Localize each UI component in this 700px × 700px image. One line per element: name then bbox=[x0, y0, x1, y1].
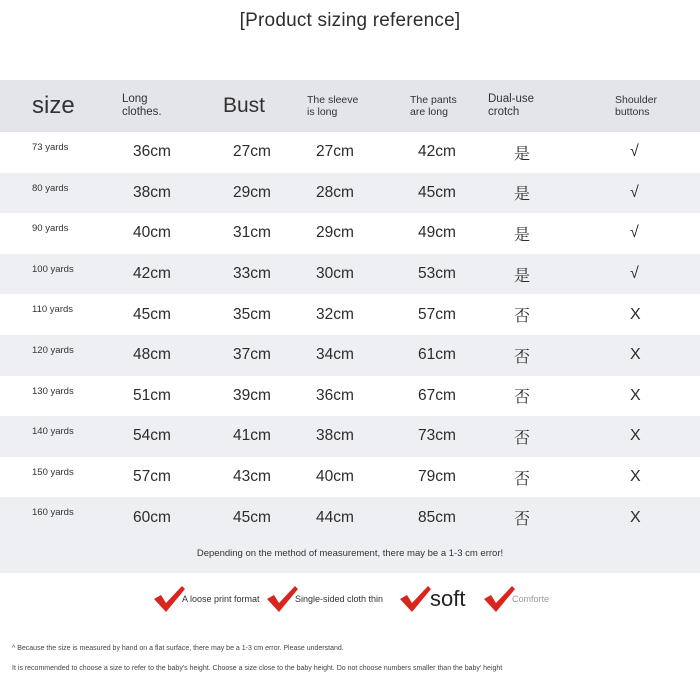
shoulder-buttons-cell: √ bbox=[630, 224, 639, 242]
header-pants: The pants are long bbox=[410, 93, 457, 118]
sleeve-length-cell: 44cm bbox=[316, 508, 354, 526]
red-check-icon bbox=[398, 584, 432, 614]
bust-cell: 27cm bbox=[233, 143, 271, 161]
dual-use-crotch-cell: 否 bbox=[514, 470, 531, 488]
footnote-size-advice: It is recommended to choose a size to refer to the baby's height. Choose a size close to the baby height. Do not choose numbers smaller than the baby' height bbox=[12, 665, 503, 672]
feature-label: Comforte bbox=[512, 594, 550, 604]
shoulder-buttons-cell: √ bbox=[630, 265, 639, 283]
sleeve-length-cell: 34cm bbox=[316, 346, 354, 364]
shoulder-buttons-cell: √ bbox=[630, 143, 639, 161]
feature-comfort bbox=[482, 584, 549, 614]
long-clothes-cell: 40cm bbox=[133, 224, 171, 242]
long-clothes-cell: 38cm bbox=[133, 183, 171, 201]
pants-length-cell: 61cm bbox=[418, 346, 456, 364]
long-clothes-cell: 60cm bbox=[133, 508, 171, 526]
feature-label: Single-sided cloth thin bbox=[295, 594, 384, 604]
dual-use-crotch-cell: 是 bbox=[514, 226, 531, 244]
feature-loose-print bbox=[152, 584, 260, 614]
table-row bbox=[0, 457, 700, 498]
measurement-note: Depending on the method of measurement, there may be a 1-3 cm error! bbox=[0, 533, 700, 573]
feature-badges bbox=[0, 580, 700, 622]
table-row bbox=[0, 416, 700, 457]
shoulder-buttons-cell: X bbox=[630, 427, 641, 445]
table-row bbox=[0, 294, 700, 335]
size-cell: 80 yards bbox=[32, 182, 69, 194]
footnote-measurement: ^ Because the size is measured by hand on a flat surface, there may be a 1-3 cm error. Please understand. bbox=[12, 645, 344, 652]
dual-use-crotch-cell: 否 bbox=[514, 348, 531, 366]
header-sleeve: The sleeve is long bbox=[307, 93, 359, 118]
bust-cell: 31cm bbox=[233, 224, 271, 242]
pants-length-cell: 73cm bbox=[418, 427, 456, 445]
size-cell: 160 yards bbox=[32, 507, 74, 519]
shoulder-buttons-cell: X bbox=[630, 508, 641, 526]
pants-length-cell: 57cm bbox=[418, 305, 456, 323]
table-row bbox=[0, 497, 700, 538]
shoulder-buttons-cell: √ bbox=[630, 183, 639, 201]
sleeve-length-cell: 30cm bbox=[316, 265, 354, 283]
page-title: [Product sizing reference] bbox=[239, 10, 461, 31]
header-bust: Bust bbox=[223, 94, 266, 117]
pants-length-cell: 53cm bbox=[418, 265, 456, 283]
sleeve-length-cell: 32cm bbox=[316, 305, 354, 323]
size-cell: 73 yards bbox=[32, 142, 69, 153]
table-row bbox=[0, 335, 700, 376]
shoulder-buttons-cell: X bbox=[630, 468, 641, 486]
dual-use-crotch-cell: 否 bbox=[514, 308, 531, 326]
size-chart-table bbox=[0, 80, 700, 538]
size-cell: 100 yards bbox=[32, 263, 74, 275]
table-row bbox=[0, 376, 700, 417]
bust-cell: 37cm bbox=[233, 346, 271, 364]
sleeve-length-cell: 28cm bbox=[316, 183, 354, 201]
red-check-icon bbox=[482, 584, 516, 614]
bust-cell: 39cm bbox=[233, 386, 271, 404]
sleeve-length-cell: 29cm bbox=[316, 224, 354, 242]
table-row bbox=[0, 132, 700, 173]
table-row bbox=[0, 213, 700, 254]
long-clothes-cell: 57cm bbox=[133, 468, 171, 486]
feature-thin-cloth bbox=[265, 584, 383, 614]
long-clothes-cell: 36cm bbox=[133, 143, 171, 161]
sleeve-length-cell: 38cm bbox=[316, 427, 354, 445]
dual-use-crotch-cell: 否 bbox=[514, 429, 531, 447]
bust-cell: 43cm bbox=[233, 468, 271, 486]
size-cell: 150 yards bbox=[32, 466, 74, 478]
shoulder-buttons-cell: X bbox=[630, 305, 641, 323]
bust-cell: 33cm bbox=[233, 265, 271, 283]
long-clothes-cell: 48cm bbox=[133, 346, 171, 364]
size-cell: 140 yards bbox=[32, 426, 74, 438]
sleeve-length-cell: 36cm bbox=[316, 386, 354, 404]
table-header-row bbox=[0, 80, 700, 132]
bust-cell: 29cm bbox=[233, 183, 271, 201]
pants-length-cell: 45cm bbox=[418, 183, 456, 201]
dual-use-crotch-cell: 是 bbox=[514, 267, 531, 285]
header-long-clothes: Long clothes. bbox=[122, 92, 162, 118]
dual-use-crotch-cell: 是 bbox=[514, 145, 531, 163]
long-clothes-cell: 54cm bbox=[133, 427, 171, 445]
feature-label: A loose print format bbox=[182, 594, 260, 604]
size-cell: 130 yards bbox=[32, 385, 74, 397]
table-row bbox=[0, 254, 700, 295]
pants-length-cell: 42cm bbox=[418, 143, 456, 161]
long-clothes-cell: 45cm bbox=[133, 305, 171, 323]
pants-length-cell: 85cm bbox=[418, 508, 456, 526]
shoulder-buttons-cell: X bbox=[630, 346, 641, 364]
dual-use-crotch-cell: 否 bbox=[514, 511, 531, 529]
pants-length-cell: 67cm bbox=[418, 386, 456, 404]
size-cell: 110 yards bbox=[32, 304, 74, 316]
size-cell: 120 yards bbox=[32, 344, 74, 356]
bust-cell: 35cm bbox=[233, 305, 271, 323]
shoulder-buttons-cell: X bbox=[630, 386, 641, 404]
bust-cell: 41cm bbox=[233, 427, 271, 445]
pants-length-cell: 49cm bbox=[418, 224, 456, 242]
feature-soft bbox=[398, 584, 465, 614]
header-crotch: Dual-use crotch bbox=[488, 92, 535, 118]
size-cell: 90 yards bbox=[32, 223, 69, 235]
dual-use-crotch-cell: 否 bbox=[514, 389, 531, 407]
long-clothes-cell: 42cm bbox=[133, 265, 171, 283]
bust-cell: 45cm bbox=[233, 508, 271, 526]
pants-length-cell: 79cm bbox=[418, 468, 456, 486]
red-check-icon bbox=[265, 584, 299, 614]
feature-label: soft bbox=[430, 586, 466, 611]
sleeve-length-cell: 27cm bbox=[316, 143, 354, 161]
dual-use-crotch-cell: 是 bbox=[514, 186, 531, 204]
header-size: size bbox=[32, 92, 75, 119]
sleeve-length-cell: 40cm bbox=[316, 468, 354, 486]
long-clothes-cell: 51cm bbox=[133, 386, 171, 404]
header-shoulder: Shoulder buttons bbox=[615, 93, 658, 118]
red-check-icon bbox=[152, 584, 186, 614]
table-row bbox=[0, 173, 700, 214]
